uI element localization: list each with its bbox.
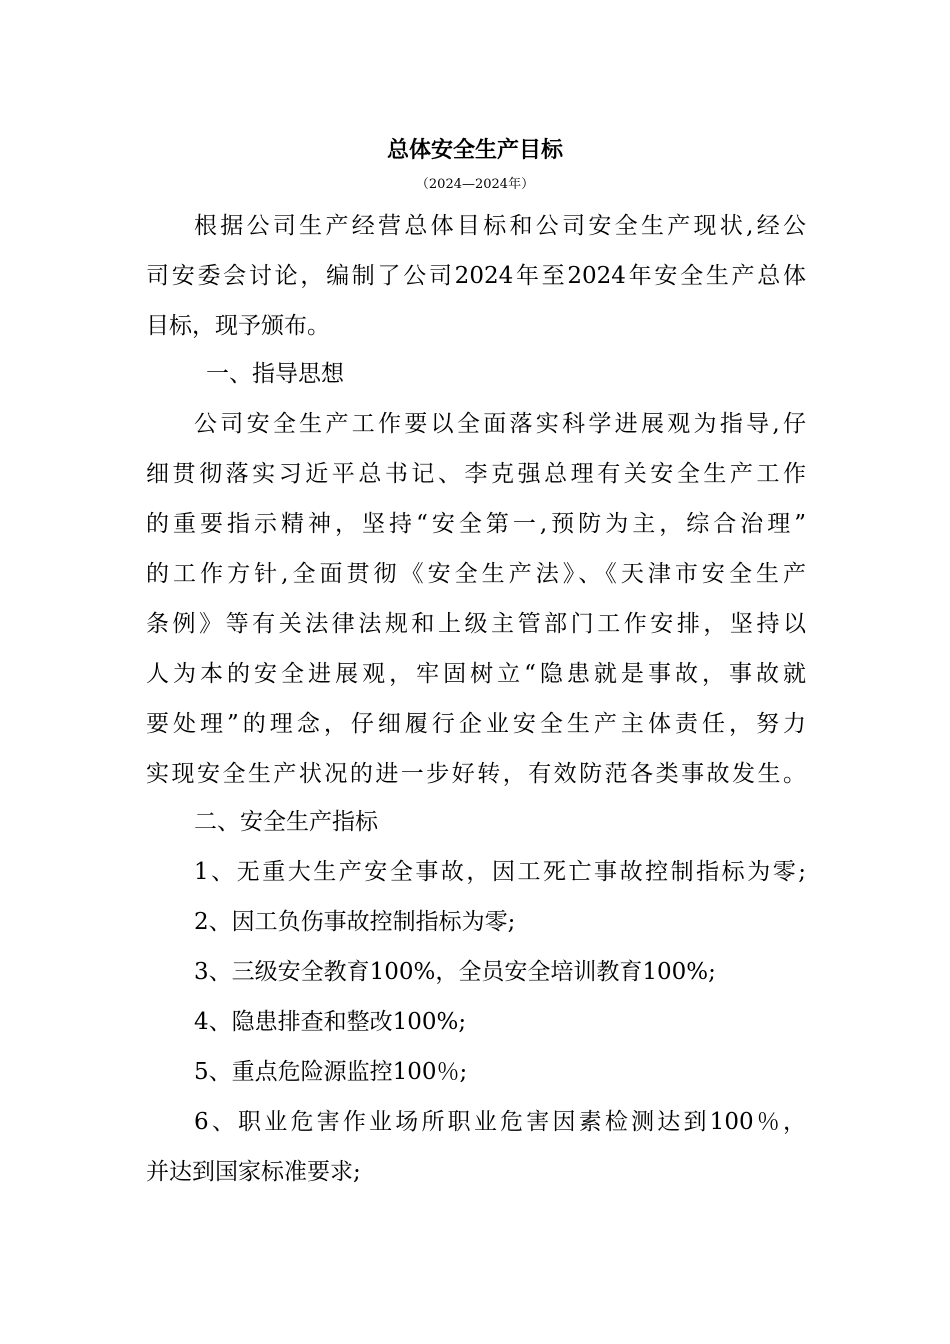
section-heading-safety-indicators: 二、安全生产指标	[194, 809, 378, 835]
paragraph-line: 条例》等有关法律法规和上级主管部门工作安排，坚持以	[146, 611, 806, 637]
indicator-item-continued: 并达到国家标准要求;	[146, 1159, 361, 1185]
indicator-item: 1、无重大生产安全事故，因工死亡事故控制指标为零;	[194, 859, 806, 885]
indicator-item: 2、因工负伤事故控制指标为零;	[194, 909, 516, 935]
paragraph-line: 公司安全生产工作要以全面落实科学进展观为指导,仔	[194, 411, 806, 437]
paragraph-line: 的重要指示精神，坚持“安全第一,预防为主，综合治理”	[146, 511, 806, 537]
paragraph-line: 细贯彻落实习近平总书记、李克强总理有关安全生产工作	[146, 461, 806, 487]
document-title: 总体安全生产目标	[386, 138, 563, 163]
paragraph-line: 人为本的安全进展观，牢固树立“隐患就是事故，事故就	[146, 661, 806, 687]
indicator-item: 4、隐患排查和整改100%;	[194, 1009, 467, 1035]
intro-line: 根据公司生产经营总体目标和公司安全生产现状,经公	[194, 213, 806, 239]
indicator-item: 6、职业危害作业场所职业危害因素检测达到100％，	[194, 1109, 806, 1135]
paragraph-line: 的工作方针,全面贯彻《安全生产法》、《天津市安全生产	[146, 561, 806, 587]
indicator-item: 3、三级安全教育100%，全员安全培训教育100%;	[194, 959, 716, 985]
paragraph-line: 要处理”的理念，仔细履行企业安全生产主体责任，努力	[146, 711, 806, 737]
document-subtitle: （2024—2024年）	[415, 177, 535, 192]
paragraph-line: 实现安全生产状况的进一步好转，有效防范各类事故发生。	[146, 761, 806, 787]
indicator-item: 5、重点危险源监控100％;	[194, 1059, 468, 1085]
intro-line: 司安委会讨论，编制了公司2024年至2024年安全生产总体	[146, 263, 806, 289]
intro-line: 目标，现予颁布。	[146, 313, 330, 339]
section-heading-guiding-thought: 一、指导思想	[206, 361, 344, 387]
